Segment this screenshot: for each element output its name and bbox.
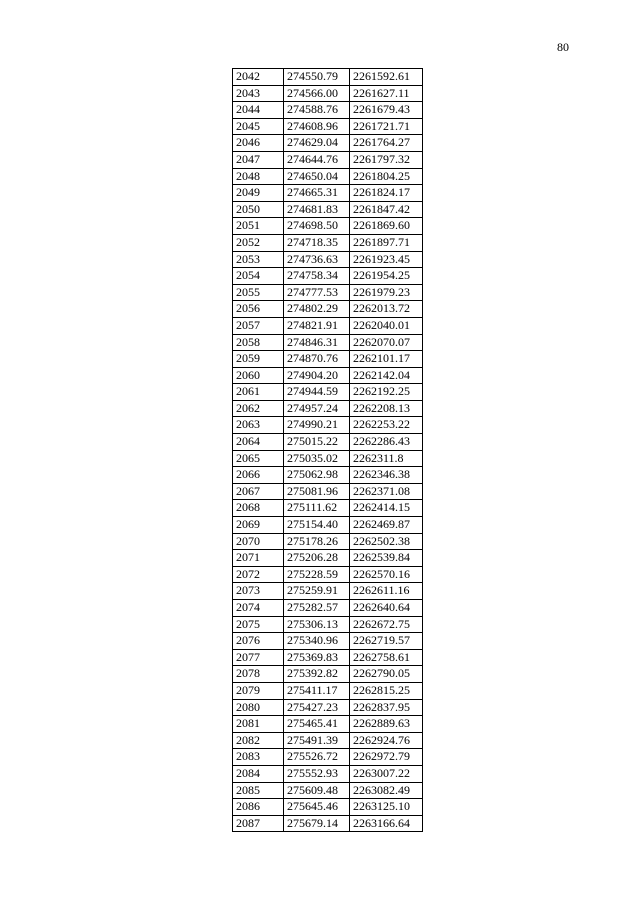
point-id-cell: 2073 [233,583,284,600]
point-id-cell: 2078 [233,666,284,683]
y-coordinate-cell: 2261869.60 [350,218,423,235]
table-row [233,251,423,268]
x-coordinate-cell: 274681.83 [284,201,350,218]
table-row [233,317,423,334]
y-coordinate-cell: 2262719.57 [350,633,423,650]
table-row [233,69,423,86]
x-coordinate-cell: 275427.23 [284,699,350,716]
point-id-cell: 2050 [233,201,284,218]
table-row [233,417,423,434]
point-id-cell: 2082 [233,732,284,749]
y-coordinate-cell: 2263082.49 [350,782,423,799]
y-coordinate-cell: 2262142.04 [350,367,423,384]
y-coordinate-cell: 2262539.84 [350,550,423,567]
x-coordinate-cell: 274821.91 [284,317,350,334]
y-coordinate-cell: 2262414.15 [350,500,423,517]
point-id-cell: 2055 [233,284,284,301]
table-row [233,682,423,699]
table-row [233,699,423,716]
y-coordinate-cell: 2262469.87 [350,517,423,534]
x-coordinate-cell: 274736.63 [284,251,350,268]
table-row [233,301,423,318]
point-id-cell: 2051 [233,218,284,235]
x-coordinate-cell: 274629.04 [284,135,350,152]
table-row [233,434,423,451]
y-coordinate-cell: 2262502.38 [350,533,423,550]
table-row [233,500,423,517]
point-id-cell: 2042 [233,69,284,86]
table-row [233,633,423,650]
table-row [233,600,423,617]
y-coordinate-cell: 2261764.27 [350,135,423,152]
table-row [233,732,423,749]
point-id-cell: 2086 [233,799,284,816]
table-row [233,218,423,235]
point-id-cell: 2068 [233,500,284,517]
point-id-cell: 2047 [233,151,284,168]
x-coordinate-cell: 275526.72 [284,749,350,766]
point-id-cell: 2077 [233,649,284,666]
table-row [233,666,423,683]
x-coordinate-cell: 275340.96 [284,633,350,650]
table-row [233,151,423,168]
point-id-cell: 2060 [233,367,284,384]
x-coordinate-cell: 275154.40 [284,517,350,534]
table-row [233,351,423,368]
x-coordinate-cell: 274990.21 [284,417,350,434]
y-coordinate-cell: 2261797.32 [350,151,423,168]
point-id-cell: 2080 [233,699,284,716]
y-coordinate-cell: 2262611.16 [350,583,423,600]
y-coordinate-cell: 2262972.79 [350,749,423,766]
point-id-cell: 2063 [233,417,284,434]
y-coordinate-cell: 2262192.25 [350,384,423,401]
x-coordinate-cell: 274698.50 [284,218,350,235]
table-row [233,782,423,799]
y-coordinate-cell: 2261923.45 [350,251,423,268]
point-id-cell: 2057 [233,317,284,334]
table-row [233,649,423,666]
table-row [233,102,423,119]
x-coordinate-cell: 275178.26 [284,533,350,550]
x-coordinate-cell: 275392.82 [284,666,350,683]
y-coordinate-cell: 2262346.38 [350,467,423,484]
y-coordinate-cell: 2262371.08 [350,483,423,500]
x-coordinate-cell: 275015.22 [284,434,350,451]
table-row [233,334,423,351]
coordinate-table [232,68,423,832]
y-coordinate-cell: 2261804.25 [350,168,423,185]
x-coordinate-cell: 275609.48 [284,782,350,799]
x-coordinate-cell: 275369.83 [284,649,350,666]
x-coordinate-cell: 275679.14 [284,815,350,832]
point-id-cell: 2076 [233,633,284,650]
x-coordinate-cell: 274944.59 [284,384,350,401]
point-id-cell: 2058 [233,334,284,351]
point-id-cell: 2049 [233,185,284,202]
point-id-cell: 2074 [233,600,284,617]
table-row [233,367,423,384]
point-id-cell: 2075 [233,616,284,633]
point-id-cell: 2048 [233,168,284,185]
point-id-cell: 2072 [233,566,284,583]
y-coordinate-cell: 2262815.25 [350,682,423,699]
point-id-cell: 2070 [233,533,284,550]
table-row [233,268,423,285]
point-id-cell: 2087 [233,815,284,832]
x-coordinate-cell: 274566.00 [284,85,350,102]
point-id-cell: 2046 [233,135,284,152]
y-coordinate-cell: 2261824.17 [350,185,423,202]
point-id-cell: 2061 [233,384,284,401]
x-coordinate-cell: 275228.59 [284,566,350,583]
point-id-cell: 2043 [233,85,284,102]
point-id-cell: 2079 [233,682,284,699]
x-coordinate-cell: 274665.31 [284,185,350,202]
point-id-cell: 2059 [233,351,284,368]
x-coordinate-cell: 275465.41 [284,716,350,733]
point-id-cell: 2065 [233,450,284,467]
point-id-cell: 2067 [233,483,284,500]
y-coordinate-cell: 2261979.23 [350,284,423,301]
table-row [233,185,423,202]
table-row [233,118,423,135]
y-coordinate-cell: 2262070.07 [350,334,423,351]
point-id-cell: 2056 [233,301,284,318]
x-coordinate-cell: 274758.34 [284,268,350,285]
y-coordinate-cell: 2263166.64 [350,815,423,832]
y-coordinate-cell: 2262758.61 [350,649,423,666]
x-coordinate-cell: 275645.46 [284,799,350,816]
y-coordinate-cell: 2262790.05 [350,666,423,683]
y-coordinate-cell: 2263125.10 [350,799,423,816]
point-id-cell: 2083 [233,749,284,766]
point-id-cell: 2045 [233,118,284,135]
y-coordinate-cell: 2261954.25 [350,268,423,285]
point-id-cell: 2081 [233,716,284,733]
y-coordinate-cell: 2262640.64 [350,600,423,617]
y-coordinate-cell: 2262924.76 [350,732,423,749]
y-coordinate-cell: 2262040.01 [350,317,423,334]
table-row [233,533,423,550]
x-coordinate-cell: 274870.76 [284,351,350,368]
table-row [233,765,423,782]
y-coordinate-cell: 2261627.11 [350,85,423,102]
y-coordinate-cell: 2262672.75 [350,616,423,633]
point-id-cell: 2069 [233,517,284,534]
y-coordinate-cell: 2262208.13 [350,400,423,417]
table-row [233,467,423,484]
x-coordinate-cell: 274608.96 [284,118,350,135]
page-number: 80 [557,40,569,54]
x-coordinate-cell: 275411.17 [284,682,350,699]
x-coordinate-cell: 274802.29 [284,301,350,318]
coordinate-table-body [233,69,423,832]
y-coordinate-cell: 2261847.42 [350,201,423,218]
x-coordinate-cell: 275206.28 [284,550,350,567]
point-id-cell: 2071 [233,550,284,567]
point-id-cell: 2062 [233,400,284,417]
y-coordinate-cell: 2262837.95 [350,699,423,716]
x-coordinate-cell: 275259.91 [284,583,350,600]
y-coordinate-cell: 2262286.43 [350,434,423,451]
table-row [233,450,423,467]
table-row [233,616,423,633]
y-coordinate-cell: 2262570.16 [350,566,423,583]
y-coordinate-cell: 2261721.71 [350,118,423,135]
y-coordinate-cell: 2261897.71 [350,234,423,251]
table-row [233,284,423,301]
table-row [233,168,423,185]
x-coordinate-cell: 274588.76 [284,102,350,119]
table-row [233,566,423,583]
table-row [233,400,423,417]
y-coordinate-cell: 2262101.17 [350,351,423,368]
x-coordinate-cell: 274718.35 [284,234,350,251]
y-coordinate-cell: 2262889.63 [350,716,423,733]
point-id-cell: 2054 [233,268,284,285]
table-row [233,749,423,766]
table-row [233,815,423,832]
x-coordinate-cell: 274650.04 [284,168,350,185]
table-row [233,135,423,152]
y-coordinate-cell: 2261679.43 [350,102,423,119]
point-id-cell: 2064 [233,434,284,451]
table-row [233,583,423,600]
table-row [233,550,423,567]
x-coordinate-cell: 274846.31 [284,334,350,351]
x-coordinate-cell: 274550.79 [284,69,350,86]
x-coordinate-cell: 275062.98 [284,467,350,484]
table-row [233,716,423,733]
point-id-cell: 2053 [233,251,284,268]
x-coordinate-cell: 275035.02 [284,450,350,467]
point-id-cell: 2084 [233,765,284,782]
y-coordinate-cell: 2262013.72 [350,301,423,318]
y-coordinate-cell: 2261592.61 [350,69,423,86]
x-coordinate-cell: 275282.57 [284,600,350,617]
x-coordinate-cell: 274957.24 [284,400,350,417]
x-coordinate-cell: 275081.96 [284,483,350,500]
table-row [233,85,423,102]
table-row [233,234,423,251]
x-coordinate-cell: 275552.93 [284,765,350,782]
x-coordinate-cell: 274777.53 [284,284,350,301]
point-id-cell: 2052 [233,234,284,251]
table-row [233,799,423,816]
x-coordinate-cell: 274644.76 [284,151,350,168]
x-coordinate-cell: 275111.62 [284,500,350,517]
table-row [233,201,423,218]
y-coordinate-cell: 2262311.8 [350,450,423,467]
x-coordinate-cell: 275491.39 [284,732,350,749]
y-coordinate-cell: 2263007.22 [350,765,423,782]
point-id-cell: 2066 [233,467,284,484]
table-row [233,384,423,401]
point-id-cell: 2044 [233,102,284,119]
x-coordinate-cell: 274904.20 [284,367,350,384]
table-row [233,517,423,534]
table-row [233,483,423,500]
x-coordinate-cell: 275306.13 [284,616,350,633]
y-coordinate-cell: 2262253.22 [350,417,423,434]
point-id-cell: 2085 [233,782,284,799]
